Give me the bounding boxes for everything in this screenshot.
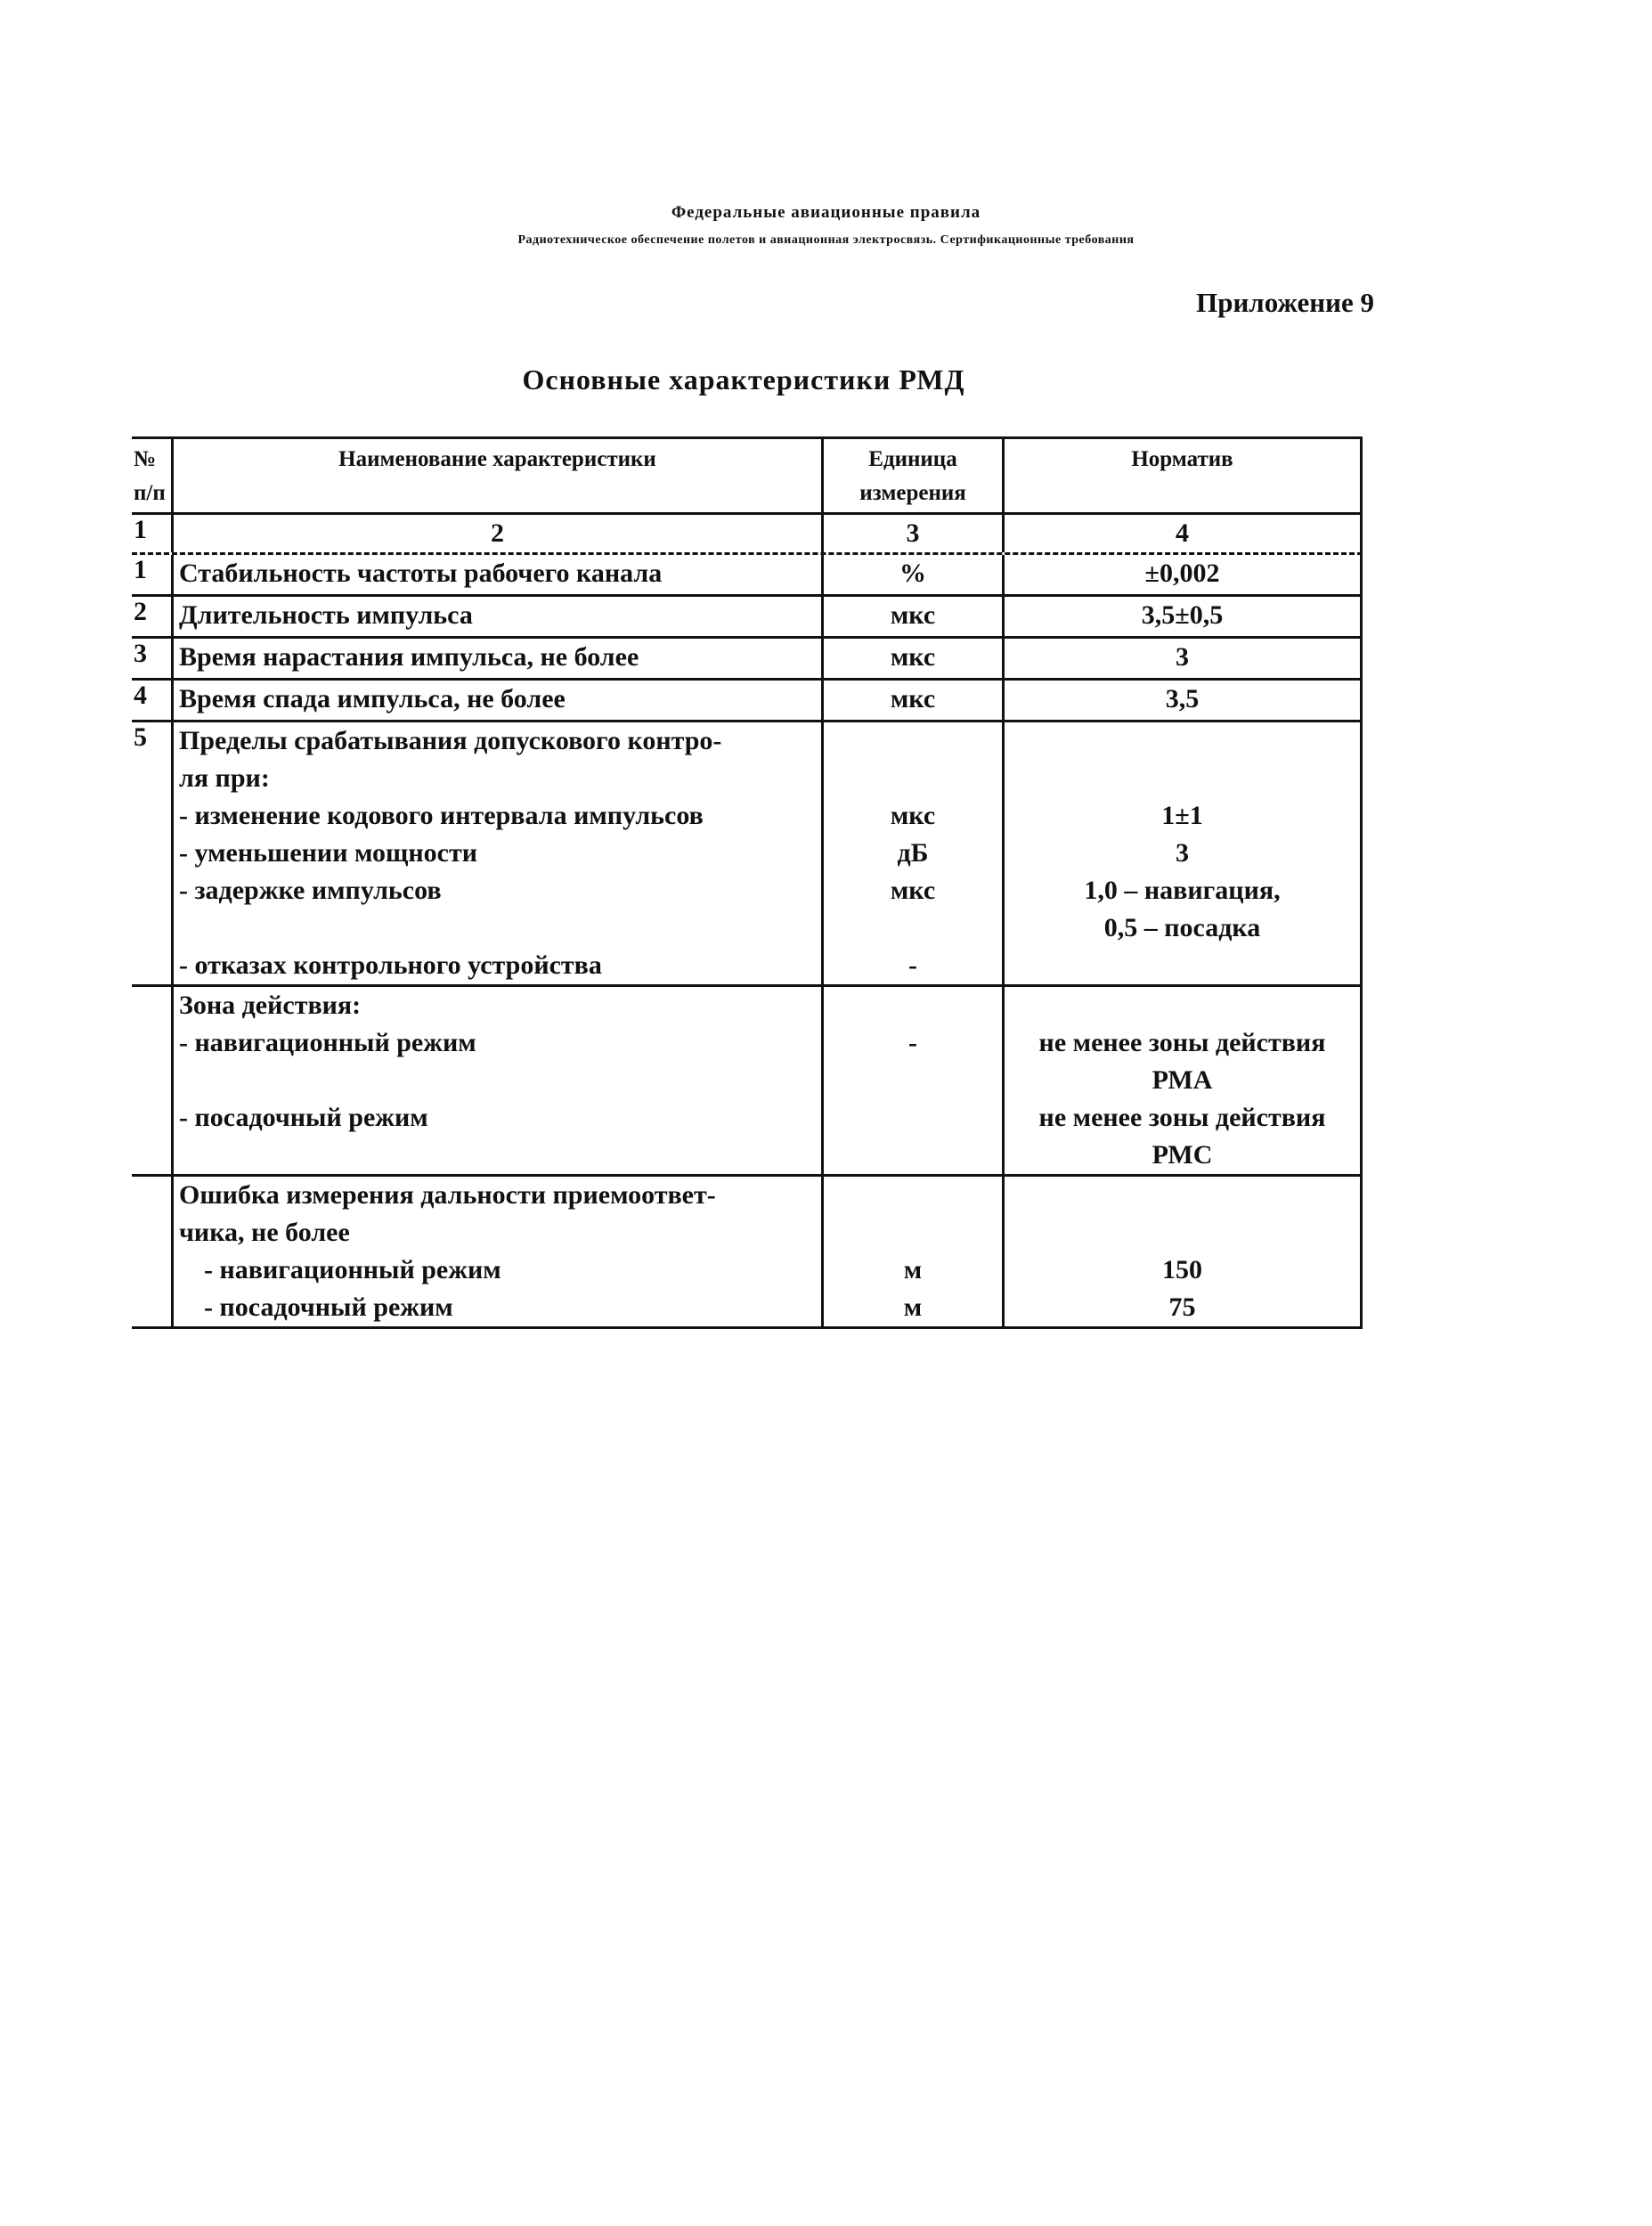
row-num [132,987,174,1174]
row-name-cell [174,1177,824,1326]
sub-item-name: - уменьшении мощности [179,838,477,868]
row-name-cell [174,722,824,984]
characteristics-table [132,436,1363,1329]
document-header-line2: Радиотехническое обеспечение полетов и авиационная электросвязь. Сертификационные требования [517,233,1135,247]
row-unit: мкс [824,597,1005,636]
row-num: 5 [132,722,174,984]
row-unit: мкс [824,681,1005,720]
row-unit-cell [824,1177,1005,1326]
header-unit: Единица измерения [824,439,1005,512]
sub-item-unit: мкс [890,801,936,830]
sub-item-norm: 0,5 – посадка [1103,913,1261,942]
sub-item-name: - посадочный режим [179,1103,428,1132]
sub-item-norm: не менее зоны действия [1038,1103,1326,1132]
table-row [132,555,1363,597]
row-name: Время нарастания импульса, не более [174,639,824,678]
row-norm: 3,5±0,5 [1005,597,1363,636]
header-norm: Норматив [1005,439,1363,512]
document-header-line1: Федеральные авиационные правила [671,203,981,222]
row-num [132,1177,174,1326]
row-name-cell [174,987,824,1174]
sub-item-name: - изменение кодового интервала импульсов [179,801,704,830]
sub-item-name: - навигационный режим [179,1028,476,1057]
appendix-label: Приложение 9 [1196,287,1374,318]
row-title-line2: чика, не более [179,1218,350,1247]
sub-item-norm: 1±1 [1161,801,1203,830]
row-num: 1 [132,555,174,594]
sub-item-name: - посадочный режим [204,1292,453,1322]
sub-item-name: - задержке импульсов [179,876,442,905]
sub-item-unit: мкс [890,876,936,905]
row-norm: 3,5 [1005,681,1363,720]
sub-item-unit: - [908,1028,917,1057]
row-num: 3 [132,639,174,678]
sub-item-unit: м [903,1255,923,1284]
sub-item-unit: - [908,950,917,980]
sub-item-norm: не менее зоны действия [1038,1028,1326,1057]
table-row-tolerance-limits [132,722,1363,987]
row-unit: % [824,555,1005,594]
row-norm-cell [1005,987,1363,1174]
sub-item-norm: 3 [1176,838,1189,868]
row-norm-cell [1005,1177,1363,1326]
sub-item-name [179,909,816,947]
row-norm: ±0,002 [1005,555,1363,594]
sub-item-norm: РМА [1152,1065,1213,1095]
sub-item-unit: дБ [897,838,929,868]
sub-item-norm: 1,0 – навигация, [1084,876,1281,905]
sub-item-name: - навигационный режим [204,1255,501,1284]
header-name: Наименование характеристики [174,439,824,512]
sub-item-name: - отказах контрольного устройства [179,950,602,980]
row-num: 4 [132,681,174,720]
row-title-line1: Пределы срабатывания допускового контро- [179,726,722,755]
sub-item-norm: 150 [1162,1255,1202,1284]
table-row-range-error [132,1177,1363,1329]
header-num: № п/п [132,439,174,512]
sub-item-norm: РМС [1152,1140,1213,1170]
colnum-4: 4 [1005,515,1363,552]
sub-item-unit: м [903,1292,923,1322]
table-row [132,639,1363,681]
sub-item-unit [824,909,1002,947]
table-row [132,597,1363,639]
row-unit-cell [824,722,1005,984]
table-row [132,681,1363,722]
row-norm: 3 [1005,639,1363,678]
row-unit: мкс [824,639,1005,678]
page-title: Основные характеристики РМД [522,363,965,395]
row-name: Длительность импульса [174,597,824,636]
row-unit-cell [824,987,1005,1174]
table-row-coverage-zone [132,987,1363,1177]
row-title-line1: Ошибка измерения дальности приемоответ- [179,1180,716,1210]
row-title: Зона действия: [179,991,362,1020]
table-header-row [132,436,1363,515]
sub-item-norm: 75 [1168,1292,1196,1322]
row-name: Время спада импульса, не более [174,681,824,720]
colnum-3: 3 [824,515,1005,552]
row-norm-cell [1005,722,1363,984]
sub-item-norm [1005,947,1360,984]
row-num: 2 [132,597,174,636]
colnum-1: 1 [132,515,174,552]
column-numbers-row [132,515,1363,555]
colnum-2: 2 [174,515,824,552]
row-name: Стабильность частоты рабочего канала [174,555,824,594]
row-title-line2: ля при: [179,763,270,793]
